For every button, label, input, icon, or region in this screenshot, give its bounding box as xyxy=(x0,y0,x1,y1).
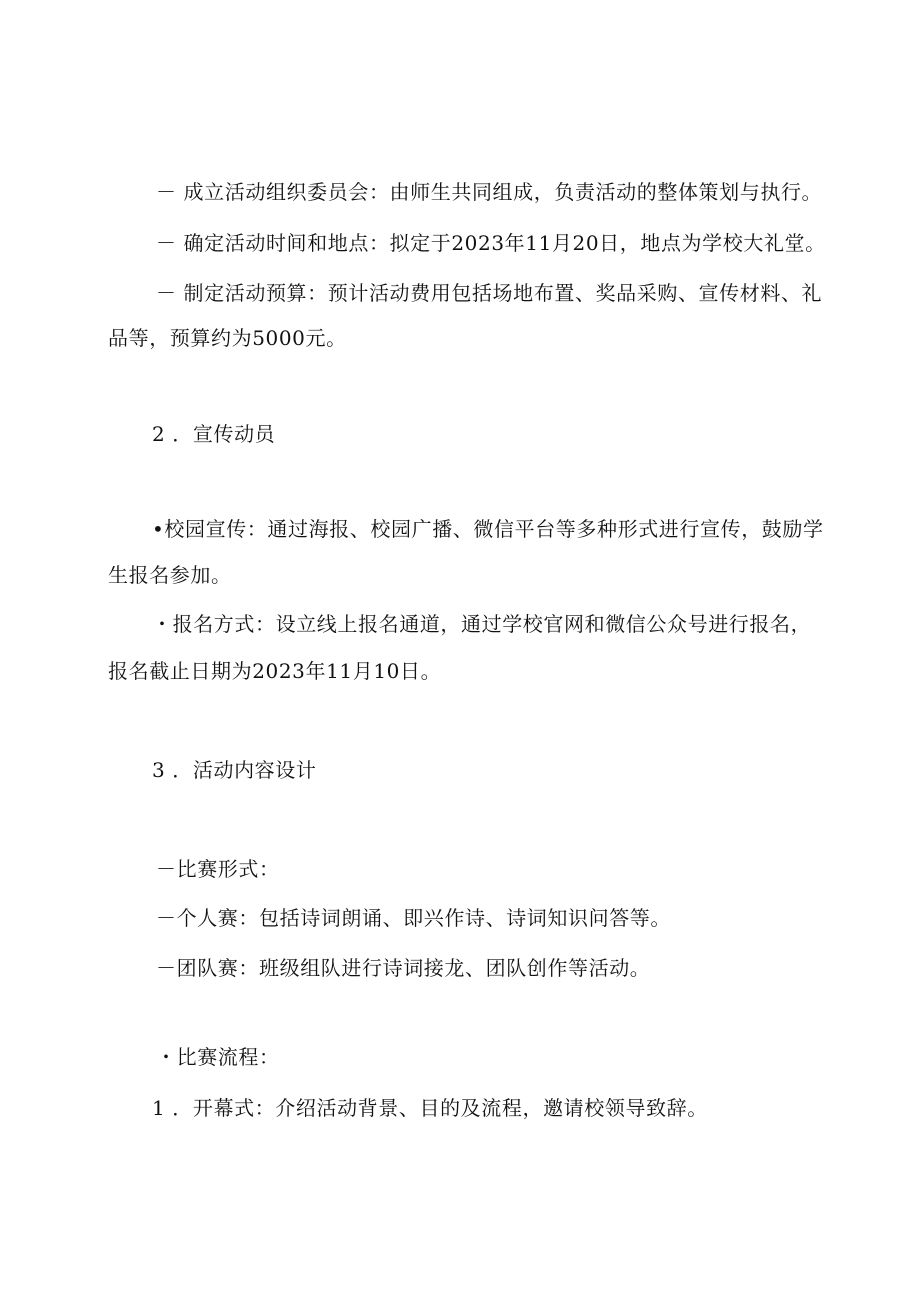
campus-promo-line-1: •校园宣传：通过海报、校园广播、微信平台等多种形式进行宣传，鼓励学 xyxy=(152,517,824,541)
team-contest-item: －团队赛：班级组队进行诗词接龙、团队创作等活动。 xyxy=(156,956,651,980)
budget-item-line-1: － 制定活动预算：预计活动费用包括场地布置、奖品采购、宣传材料、礼 xyxy=(156,281,823,305)
budget-item-line-2: 品等，预算约为5000元。 xyxy=(108,326,347,350)
registration-line-1: ・报名方式：设立线上报名通道，通过学校官网和微信公众号进行报名， xyxy=(152,612,812,636)
campus-promo-line-2: 生报名参加。 xyxy=(108,563,232,587)
competition-format-label: －比赛形式： xyxy=(156,857,280,881)
individual-contest-item: －个人赛：包括诗词朗诵、即兴作诗、诗词知识问答等。 xyxy=(156,906,671,930)
competition-process-label: ・比赛流程： xyxy=(156,1045,280,1069)
committee-item: － 成立活动组织委员会：由师生共同组成，负责活动的整体策划与执行。 xyxy=(156,180,823,204)
time-place-item: － 确定活动时间和地点：拟定于2023年11月20日，地点为学校大礼堂。 xyxy=(156,231,826,255)
section-2-heading: 2 ．宣传动员 xyxy=(152,422,276,446)
registration-line-2: 报名截止日期为2023年11月10日。 xyxy=(108,659,442,683)
opening-ceremony-item: 1 ．开幕式：介绍活动背景、目的及流程，邀请校领导致辞。 xyxy=(152,1096,708,1120)
section-3-heading: 3 ．活动内容设计 xyxy=(152,758,317,782)
